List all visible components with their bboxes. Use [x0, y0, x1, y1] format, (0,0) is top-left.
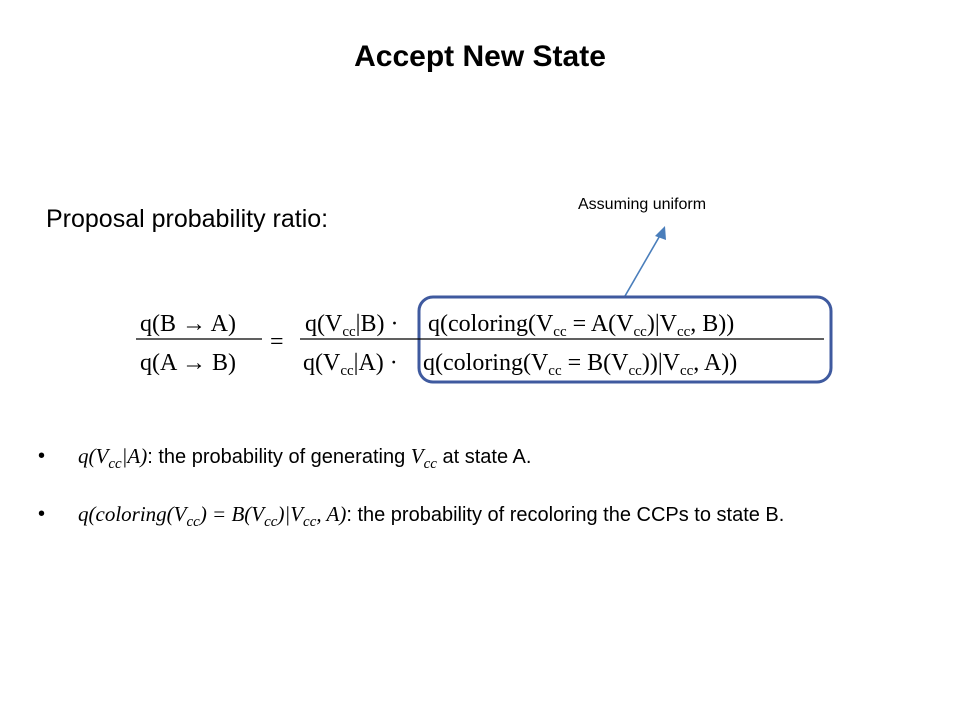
equals-sign: =: [270, 329, 284, 355]
lhs-numerator: q(B → A): [140, 311, 236, 337]
list-item: • $q(coloring(V_{cc}) = B(V_{cc})|V_{cc}$, A): the probability of recoloring the CCPs to state B.: [38, 500, 918, 536]
rhs-denominator: $q(V_{cc}|A)$ ·: [303, 350, 398, 379]
annotation-arrow: [625, 232, 662, 296]
arrowhead-icon: [655, 226, 666, 240]
boxed-denominator: $q(coloring(V_{cc} = B(V_{cc}))|V_{cc}$, A)): [423, 350, 738, 379]
rhs-numerator: $q(V_{cc}|B)$ ·: [305, 311, 399, 340]
assuming-uniform-note: Assuming uniform: [578, 196, 707, 213]
boxed-numerator: $q(coloring(V_{cc} = A(V_{cc})|V_{cc}$, B)): [428, 311, 735, 340]
uniform-term-box: [419, 297, 831, 382]
slide-title: Accept New State: [354, 40, 606, 73]
list-item: • $q(V_{cc}|A)$: the probability of generating $V_{cc}$ at state A.: [38, 442, 918, 478]
definition-list: [38, 442, 918, 558]
proposal-ratio-label: Proposal probability ratio:: [46, 205, 329, 233]
lhs-denominator: q(A → B): [140, 350, 236, 376]
